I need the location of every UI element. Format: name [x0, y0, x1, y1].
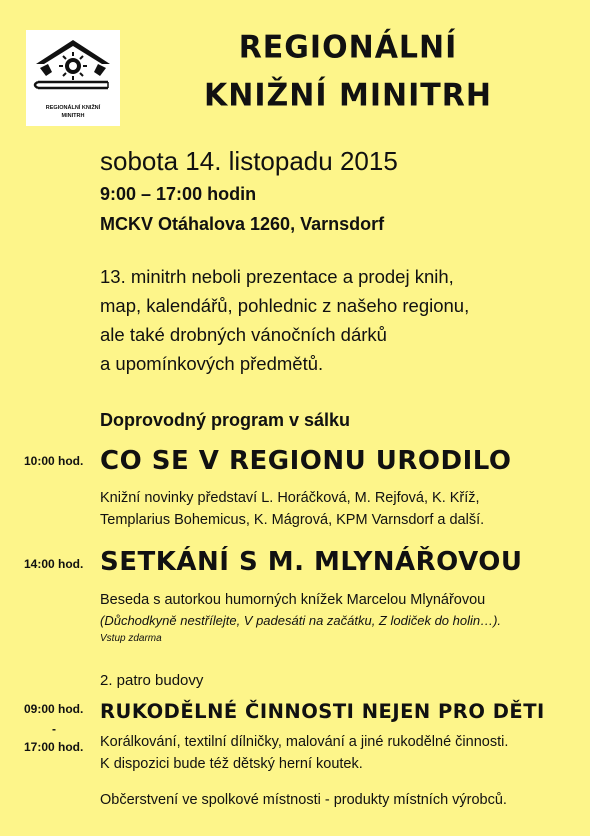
event-3-floor: 2. patro budovy: [100, 672, 204, 689]
page-title-line-2: KNIŽNÍ MINITRH: [204, 77, 492, 114]
event-2-desc-line: Beseda s autorkou humorných knížek Marcelou Mlynářovou: [100, 592, 486, 608]
event-3-title: RUKODĚLNÉ ČINNOSTI NEJEN PRO DĚTI: [100, 700, 545, 723]
event-venue: MCKV Otáhalova 1260, Varnsdorf: [100, 214, 385, 234]
event-2-books: (Důchodkyně nestřílejte, V padesáti na začátku, Z lodiček do holin…).: [100, 613, 502, 628]
event-1-desc-line: Knižní novinky představí L. Horáčková, M. Rejfová, K. Kříž,: [100, 490, 480, 506]
intro-paragraph: [100, 262, 570, 378]
intro-line: ale také drobných vánočních dárků: [100, 324, 387, 345]
event-hours: 9:00 – 17:00 hodin: [100, 184, 257, 204]
event-3-time-to: 17:00 hod.: [24, 740, 84, 754]
event-1-desc-line: Templarius Bohemicus, K. Mágrová, KPM Varnsdorf a další.: [100, 512, 485, 528]
event-3-desc-line: Korálkování, textilní dílničky, malování a jiné rukodělné činnosti.: [100, 734, 509, 750]
intro-line: map, kalendářů, pohlednic z našeho regionu,: [100, 295, 470, 316]
event-3-time-from: 09:00 hod.: [24, 702, 84, 716]
book-fair-logo-icon: [26, 30, 120, 104]
event-3-time-dash: -: [52, 722, 56, 736]
event-date: sobota 14. listopadu 2015: [100, 146, 398, 176]
event-2-title: SETKÁNÍ S M. MLYNÁŘOVOU: [100, 547, 523, 577]
event-2-time: 14:00 hod.: [24, 557, 84, 571]
event-1-time: 10:00 hod.: [24, 454, 84, 468]
intro-line: 13. minitrh neboli prezentace a prodej knih,: [100, 266, 454, 287]
event-1-title: CO SE V REGIONU URODILO: [100, 446, 512, 476]
event-3-desc-line: K dispozici bude též dětský herní koutek.: [100, 756, 363, 772]
page-title-line-1: REGIONÁLNÍ: [238, 29, 458, 66]
logo-caption: REGIONÁLNÍ KNIŽNÍ MINITRH: [45, 105, 101, 119]
intro-line: a upomínkových předmětů.: [100, 353, 324, 374]
refreshments-note: Občerstvení ve spolkové místnosti - produkty místních výrobců.: [100, 792, 507, 808]
event-2-note: Vstup zdarma: [100, 633, 162, 644]
logo: [26, 30, 120, 126]
program-heading: Doprovodný program v sálku: [100, 410, 351, 430]
